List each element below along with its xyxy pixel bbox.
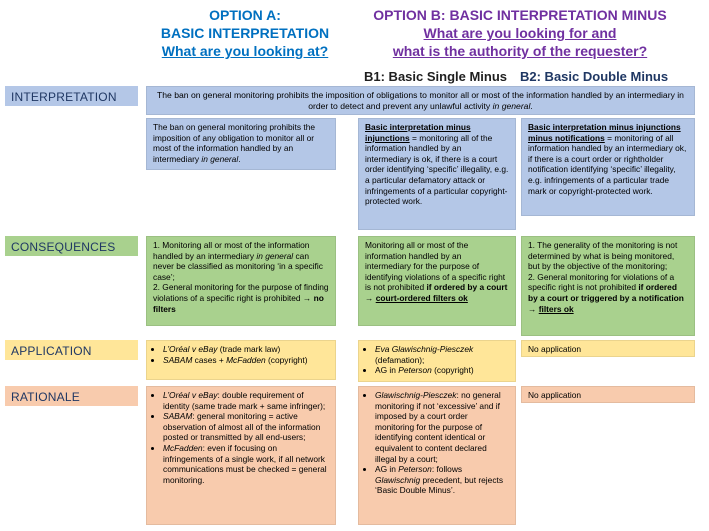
list-item: • Glawischnig-Piesczek: no general monitoring if not ‘excessive’ and if imposed by a court order monitoring for the purpose of identifying content identical or equivalent to content declared illegal by a court; <box>375 390 509 464</box>
rationale-a-list <box>153 390 329 485</box>
consequences-b2 <box>521 236 695 336</box>
rationale-b1 <box>358 386 516 525</box>
list-item: • McFadden: even if focusing on infringements of a single work, if all network communications must be checked = general monitoring. <box>163 443 329 485</box>
row-label-interpretation: INTERPRETATION <box>5 86 138 106</box>
list-item: • Eva Glawischnig-Piesczek (defamation); <box>375 344 509 365</box>
consequences-option-a <box>146 236 336 326</box>
row-label-application: APPLICATION <box>5 340 138 360</box>
interpretation-option-a <box>146 118 336 170</box>
cons-b1-2: if ordered by a court → <box>365 282 508 303</box>
rationale-option-a <box>146 386 336 525</box>
interp-b2-text: = monitoring of all information handled by an intermediary ok, if there is a court order or rightholder notification identifying ‘specific’ illegality, e.g. infringements of a particular trade mark or copyright-protected work. <box>528 132 687 196</box>
cons-a-4: 2. General monitoring for the purpose of finding violations of a specific right is prohibited <box>153 282 329 303</box>
application-b2: No application <box>521 340 695 357</box>
application-a-list <box>153 344 329 365</box>
list-item: • SABAM cases + McFadden (copyright) <box>163 355 329 366</box>
rationale-b2: No application <box>521 386 695 403</box>
rationale-b1-list <box>365 390 509 496</box>
list-item: • AG in Peterson: follows Glawischnig precedent, but rejects ‘Basic Double Minus’. <box>375 464 509 496</box>
cons-a-1: 1. Monitoring all or most of the information handled by an intermediary <box>153 240 310 261</box>
row-label-consequences: CONSEQUENCES <box>5 236 138 256</box>
interp-a-end: . <box>238 153 241 164</box>
application-option-a <box>146 340 336 380</box>
interp-b1-term: Basic interpretation minus injunctions <box>365 122 471 143</box>
cons-a-conclusion: → no filters <box>153 292 324 314</box>
cons-b2-2: 2. General monitoring for violations of a specific right is not prohibited <box>528 271 675 293</box>
interpretation-b2 <box>521 118 695 216</box>
option-b-question-1: What are you looking for and <box>423 25 617 41</box>
option-a-question: What are you looking at? <box>161 43 329 59</box>
cons-a-3: can never be classified as monitoring ‘in a specific case’; <box>153 250 323 282</box>
interp-a-emph: in general <box>201 153 239 164</box>
b1-header: B1: Basic Single Minus <box>364 69 508 84</box>
option-a-header <box>140 6 350 60</box>
cons-b1-1: Monitoring all or most of the information handled by an intermediary for the purpose of identifying violations of a specific right is not prohibited <box>365 240 506 293</box>
option-a-subtitle: BASIC INTERPRETATION <box>160 25 330 41</box>
cons-b2-3: if ordered by a court or triggered by a notification → <box>528 282 684 314</box>
interpretation-general-line2: an intermediary in order to detect and prevent any unlawful activity <box>308 90 684 111</box>
option-a-title: OPTION A: <box>209 7 281 23</box>
cons-b2-1: 1. The generality of the monitoring is not determined by what is being monitored, but by the objective of the monitoring; <box>528 240 678 272</box>
interp-b1-text: = monitoring all of the information handled by an intermediary is ok, if there is a court order identifying ‘specific’ illegality, e.g. a particular defamatory attack or infringements of a particular copyright-protected work. <box>365 132 509 207</box>
cons-b2-conclusion: filters ok <box>538 303 574 314</box>
interp-a-text: The ban on general monitoring prohibits the imposition of any obligation to monitor all or most of the information handled by an intermediary <box>153 122 316 164</box>
option-b-title: OPTION B: BASIC INTERPRETATION MINUS <box>373 7 667 23</box>
cons-b1-conclusion: court-ordered filters ok <box>375 292 468 303</box>
list-item: • L’Oréal v eBay: double requirement of identity (same trade mark + same infringer); <box>163 390 329 411</box>
interpretation-general <box>146 86 695 115</box>
list-item: • L’Oréal v eBay (trade mark law) <box>163 344 329 355</box>
interpretation-general-emph: in general <box>492 101 531 111</box>
interp-b2-term: Basic interpretation minus injunctions minus notifications <box>528 122 681 143</box>
interpretation-general-end: . <box>530 101 533 111</box>
list-item: • SABAM: general monitoring = active observation of almost all of the information posted or transmitted by all end-users; <box>163 411 329 443</box>
cons-a-emph: in general <box>256 250 294 261</box>
interpretation-b1 <box>358 118 516 230</box>
option-b-question-2: what is the authority of the requester? <box>392 43 648 59</box>
application-b1 <box>358 340 516 382</box>
application-b1-list <box>365 344 509 376</box>
option-b-header <box>352 6 688 60</box>
b2-header: B2: Basic Double Minus <box>520 69 669 84</box>
consequences-b1 <box>358 236 516 326</box>
interpretation-general-line1: The ban on general monitoring prohibits the imposition of obligations to monitor all or most of the information handled by <box>157 90 614 100</box>
row-label-rationale: RATIONALE <box>5 386 138 406</box>
list-item: • AG in Peterson (copyright) <box>375 365 509 376</box>
